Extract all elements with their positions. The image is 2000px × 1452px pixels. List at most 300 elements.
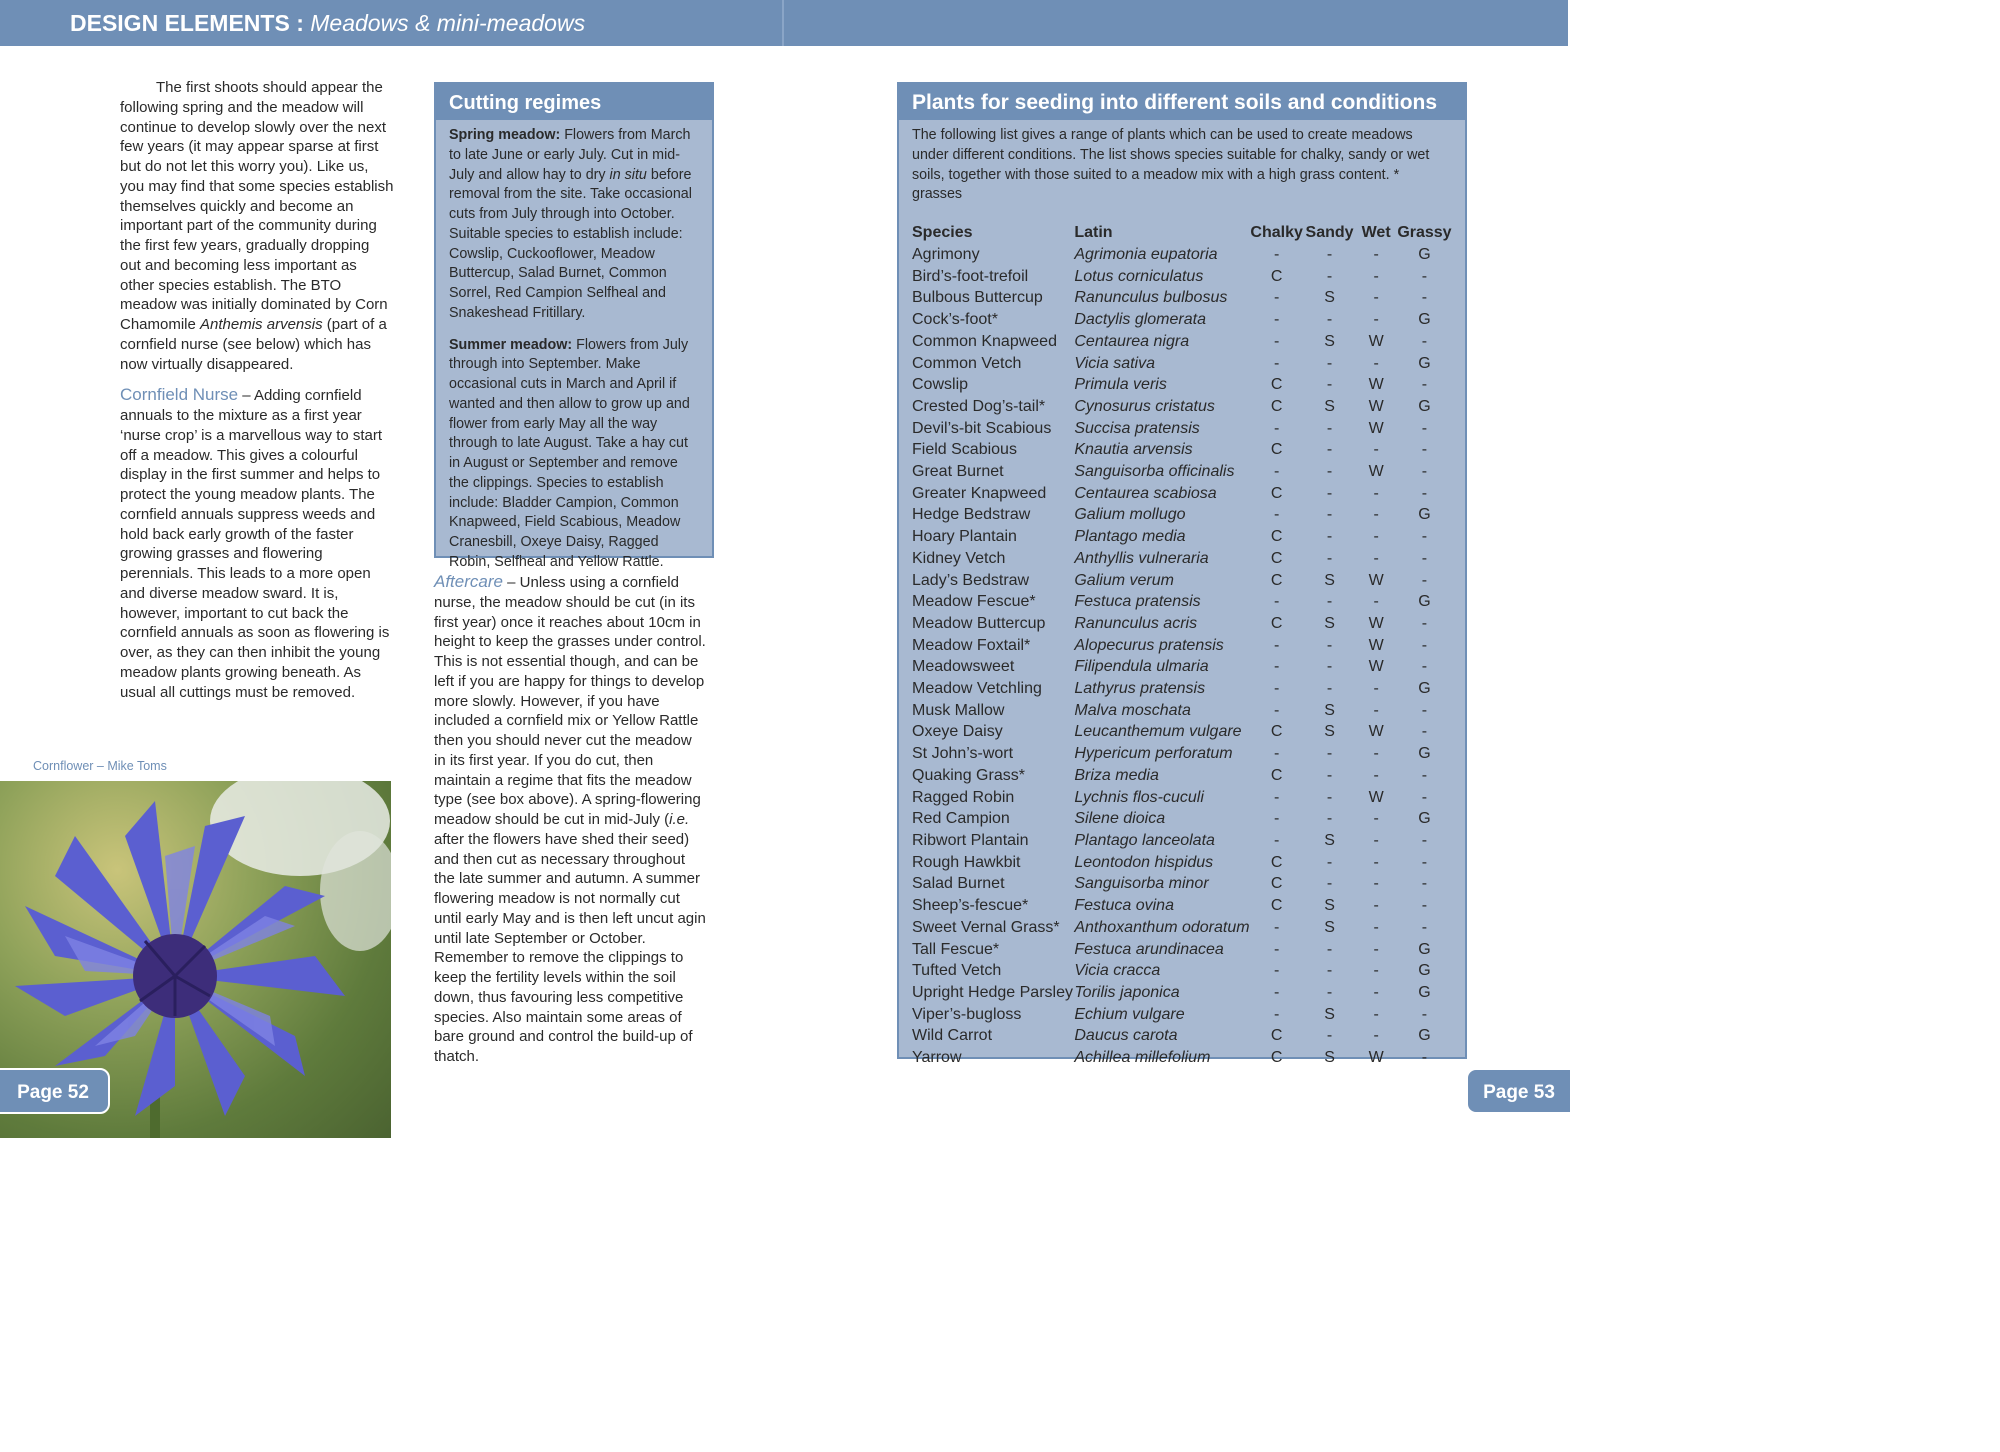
grassy-value: - [1421,571,1428,589]
wet-value: W [1368,723,1384,741]
cornfield-nurse-heading: Cornfield Nurse [120,385,239,405]
latin-name: Anthoxanthum odoratum [1074,918,1250,936]
table-row [912,1047,1452,1069]
page-number-left: Page 52 [0,1068,110,1114]
chalky-value: C [1270,528,1283,546]
latin-name: Festuca ovina [1074,897,1174,915]
chalky-value: - [1273,680,1280,698]
chalky-value: - [1273,810,1280,828]
latin-name: Festuca pratensis [1074,593,1201,611]
wet-value: W [1368,419,1384,437]
grassy-value: - [1421,875,1428,893]
grassy-value: - [1421,289,1428,307]
grassy-value: - [1421,701,1428,719]
wet-value: - [1373,831,1379,849]
table-row [912,982,1452,1004]
plants-table-body [912,244,1452,1069]
chalky-value: C [1270,897,1283,915]
sandy-value: - [1326,788,1333,806]
grassy-value: - [1421,376,1428,394]
chalky-value: - [1273,940,1280,958]
latin-name: Lychnis flos-cuculi [1074,788,1204,806]
intro-paragraph [120,78,394,374]
table-row [912,1025,1452,1047]
table-row [912,244,1452,266]
table-row [912,504,1452,526]
chalky-value: - [1273,463,1280,481]
latin-name: Succisa pratensis [1074,419,1200,437]
latin-name: Daucus carota [1074,1027,1178,1045]
species-name: Red Campion [912,810,1010,828]
grassy-value: - [1421,766,1428,784]
table-row [912,483,1452,505]
species-name: Bulbous Buttercup [912,289,1043,307]
species-name: Bird’s-foot-trefoil [912,267,1029,285]
grassy-value: - [1421,614,1428,632]
wet-value: W [1368,658,1384,676]
table-row [912,873,1452,895]
latin-name: Sanguisorba officinalis [1074,463,1235,481]
species-name: Yarrow [912,1049,962,1067]
sandy-value: S [1324,831,1335,849]
sandy-value: - [1326,549,1333,567]
sandy-value: - [1326,506,1333,524]
latin-name: Lathyrus pratensis [1074,680,1206,698]
species-name: Common Vetch [912,354,1022,372]
table-row [912,852,1452,874]
wet-value: W [1368,614,1384,632]
chalky-value: C [1270,723,1283,741]
chalky-value: C [1270,549,1283,567]
species-name: Upright Hedge Parsley [912,983,1073,1001]
latin-name: Hypericum perforatum [1074,745,1233,763]
plants-box-body [899,120,1465,1069]
sandy-value: - [1326,853,1333,871]
chalky-value: C [1270,614,1283,632]
sandy-value: - [1326,658,1333,676]
photo-caption: Cornflower – Mike Toms [33,759,167,773]
chalky-value: - [1273,1005,1280,1023]
grassy-value: - [1421,528,1428,546]
sandy-value: - [1326,441,1333,459]
latin-name: Primula veris [1074,376,1167,394]
chalky-value: - [1273,419,1280,437]
sandy-value: - [1326,267,1333,285]
sandy-value: - [1326,810,1333,828]
intro-text-b: (part of a cornfield nurse (see below) which has now virtually disappeared. [120,316,387,373]
chalky-value: C [1270,441,1283,459]
wet-value: - [1373,680,1379,698]
wet-value: - [1373,940,1379,958]
intro-latin-name: Anthemis arvensis [200,316,323,333]
chalky-value: - [1273,332,1280,350]
aftercare-heading: Aftercare [434,572,503,591]
species-name: Cock’s-foot* [912,311,998,329]
grassy-value: - [1421,853,1428,871]
species-name: Hoary Plantain [912,528,1017,546]
grassy-value: G [1418,311,1431,329]
sandy-value: - [1326,484,1333,502]
grassy-value: G [1418,983,1431,1001]
wet-value: W [1368,397,1384,415]
sandy-value: - [1326,940,1333,958]
latin-name: Alopecurus pratensis [1074,636,1224,654]
species-name: Devil’s-bit Scabious [912,419,1052,437]
species-name: Salad Burnet [912,875,1005,893]
grassy-value: - [1421,1049,1428,1067]
wet-value: W [1368,376,1384,394]
aftercare-paragraph [434,572,706,1067]
grassy-value: - [1421,441,1428,459]
latin-name: Anthyllis vulneraria [1074,549,1209,567]
summer-meadow-text: Flowers from July through into September. Make occasional cuts in March and April if wanted and then allow to grow up and flower from early May all the way through to late August. Take a hay cut in August or September and remove the clippings. Species to establish include: Bladder Campion, Common Knapweed, Field Scabious, Meadow Cranesbill, Oxeye Daisy, Ragged Robin, Selfheal and Yellow Rattle. [449,336,690,570]
sandy-value: - [1326,962,1333,980]
table-row [912,1004,1452,1026]
column-header-grassy: Grassy [1397,224,1452,241]
sandy-value: S [1324,614,1335,632]
table-row [912,830,1452,852]
plants-intro: The following list gives a range of plants which can be used to create meadows under different conditions. The list shows species suitable for chalky, sandy or wet soils, together with those suited to a meadow mix with a high grass content. * grasses [912,127,1430,203]
wet-value: W [1368,571,1384,589]
latin-name: Leontodon hispidus [1074,853,1214,871]
sandy-value: S [1324,397,1335,415]
species-name: Musk Mallow [912,701,1005,719]
grassy-value: - [1421,1005,1428,1023]
header-subtitle: Meadows & mini-meadows [310,10,586,36]
latin-name: Galium verum [1074,571,1174,589]
species-name: Quaking Grass* [912,766,1025,784]
latin-name: Leucanthemum vulgare [1074,723,1242,741]
column-header-latin: Latin [1074,224,1113,241]
wet-value: - [1373,506,1379,524]
wet-value: - [1373,311,1379,329]
chalky-value: - [1273,289,1280,307]
chalky-value: C [1270,397,1283,415]
grassy-value: G [1418,680,1431,698]
grassy-value: G [1418,810,1431,828]
plants-box-title: Plants for seeding into different soils and conditions [899,84,1465,120]
grassy-value: - [1421,897,1428,915]
summer-meadow-paragraph [449,336,699,573]
chalky-value: - [1273,593,1280,611]
wet-value: - [1373,853,1379,871]
grassy-value: - [1421,723,1428,741]
grassy-value: G [1418,506,1431,524]
latin-name: Centaurea scabiosa [1074,484,1217,502]
sandy-value: - [1326,745,1333,763]
table-row [912,613,1452,635]
wet-value: W [1368,788,1384,806]
sandy-value: - [1326,593,1333,611]
page-header-title [70,7,585,39]
chalky-value: C [1270,267,1283,285]
wet-value: - [1373,246,1379,263]
latin-name: Dactylis glomerata [1074,311,1206,329]
grassy-value: - [1421,332,1428,350]
table-row [912,570,1452,592]
latin-name: Cynosurus cristatus [1074,397,1215,415]
latin-name: Festuca arundinacea [1074,940,1224,958]
wet-value: - [1373,918,1379,936]
sandy-value: - [1326,419,1333,437]
sandy-value: - [1326,983,1333,1001]
latin-name: Ranunculus bulbosus [1074,289,1228,307]
wet-value: W [1368,332,1384,350]
species-name: Hedge Bedstraw [912,506,1031,524]
species-name: Common Knapweed [912,332,1057,350]
column-header-chalky: Chalky [1250,224,1303,241]
latin-name: Sanguisorba minor [1074,875,1209,893]
wet-value: - [1373,593,1379,611]
sandy-value: - [1326,680,1333,698]
grassy-value: - [1421,267,1428,285]
chalky-value: - [1273,918,1280,936]
table-row [912,895,1452,917]
latin-name: Achillea millefolium [1074,1049,1211,1067]
chalky-value: - [1273,962,1280,980]
table-row [912,765,1452,787]
latin-name: Filipendula ulmaria [1074,658,1209,676]
spring-meadow-text-b: before removal from the site. Take occasional cuts from July through into October. Suitable species to establish include: Cowslip, Cuckooflower, Meadow Buttercup, Salad Burnet, Common Sorrel, Red Campion Selfheal and Snakeshead Fritillary. [449,166,692,321]
chalky-value: - [1273,788,1280,806]
wet-value: - [1373,549,1379,567]
chalky-value: C [1270,875,1283,893]
species-name: Tall Fescue* [912,940,1000,958]
chalky-value: - [1273,506,1280,524]
table-row [912,396,1452,418]
species-name: Greater Knapweed [912,484,1047,502]
plants-table-box [897,82,1467,1067]
grassy-value: - [1421,549,1428,567]
chalky-value: - [1273,636,1280,654]
table-row [912,960,1452,982]
chalky-value: C [1270,484,1283,502]
chalky-value: - [1273,246,1280,263]
sandy-value: S [1324,289,1335,307]
latin-name: Vicia sativa [1074,354,1155,372]
chalky-value: C [1270,376,1283,394]
column-header-species: Species [912,224,973,241]
grassy-value: - [1421,788,1428,806]
table-row [912,721,1452,743]
wet-value: - [1373,745,1379,763]
chalky-value: - [1273,311,1280,329]
grassy-value: G [1418,593,1431,611]
table-row [912,787,1452,809]
sandy-value: - [1326,311,1333,329]
chalky-value: - [1273,701,1280,719]
grassy-value: G [1418,1027,1431,1045]
header-section: DESIGN ELEMENTS : [70,10,304,36]
latin-name: Centaurea nigra [1074,332,1190,350]
wet-value: - [1373,267,1379,285]
sandy-value: S [1324,723,1335,741]
table-row [912,700,1452,722]
wet-value: - [1373,1027,1379,1045]
species-name: Meadow Vetchling [912,680,1042,698]
sandy-value: - [1326,1027,1333,1045]
wet-value: - [1373,528,1379,546]
wet-value: - [1373,441,1379,459]
wet-value: - [1373,766,1379,784]
wet-value: - [1373,484,1379,502]
intro-text-a: The first shoots should appear the following spring and the meadow will continue to develop slowly over the next few years (it may appear sparse at first but do not let this worry you). Like us, you may find that some species establish themselves quickly and become an important part of the community during the first few years, gradually dropping out and becoming less important as other species establish. The BTO meadow was initially dominated by Corn Chamomile [120,79,394,333]
spring-meadow-label: Spring meadow: [449,127,561,143]
wet-value: - [1373,289,1379,307]
column-header-sandy: Sandy [1305,224,1354,241]
grassy-value: G [1418,940,1431,958]
species-name: Rough Hawkbit [912,853,1021,871]
species-name: Cowslip [912,376,969,394]
table-row [912,266,1452,288]
chalky-value: C [1270,766,1283,784]
wet-value: - [1373,354,1379,372]
grassy-value: - [1421,484,1428,502]
aftercare-text-a: – Unless using a cornfield nurse, the meadow should be cut (in its first year) once it reaches about 10cm in height to keep the grasses under control. This is not essential though, and can be left if you are happy for things to develop more slowly. However, if you have included a cornfield mix or Yellow Rattle then you should never cut the meadow in its first year. If you do cut, then maintain a regime that fits the meadow type (see box above). A spring-flowering meadow should be cut in mid-July ( [434,574,706,828]
species-name: Field Scabious [912,441,1017,459]
latin-name: Galium mollugo [1074,506,1186,524]
plants-table-header [912,222,1452,244]
table-row [912,353,1452,375]
sandy-value: - [1326,376,1333,394]
latin-name: Knautia arvensis [1074,441,1193,459]
table-row [912,548,1452,570]
sandy-value: S [1324,701,1335,719]
species-name: Tufted Vetch [912,962,1002,980]
wet-value: W [1368,1049,1384,1067]
species-name: Meadow Buttercup [912,614,1046,632]
sandy-value: S [1324,332,1335,350]
latin-name: Silene dioica [1074,810,1166,828]
latin-name: Torilis japonica [1074,983,1180,1001]
species-name: Meadowsweet [912,658,1015,676]
grassy-value: - [1421,658,1428,676]
grassy-value: G [1418,745,1431,763]
latin-name: Vicia cracca [1074,962,1161,980]
table-row [912,656,1452,678]
chalky-value: - [1273,983,1280,1001]
grassy-value: - [1421,463,1428,481]
species-name: Oxeye Daisy [912,723,1003,741]
aftercare-ie: i.e. [669,811,690,828]
table-row [912,939,1452,961]
chalky-value: - [1273,658,1280,676]
wet-value: - [1373,897,1379,915]
latin-name: Echium vulgare [1074,1005,1185,1023]
species-name: Ribwort Plantain [912,831,1029,849]
latin-name: Malva moschata [1074,701,1191,719]
species-name: Ragged Robin [912,788,1015,806]
chalky-value: C [1270,1049,1283,1067]
left-text-column [120,78,394,702]
wet-value: - [1373,962,1379,980]
spring-meadow-italic: in situ [609,166,647,183]
table-row [912,418,1452,440]
wet-value: - [1373,875,1379,893]
table-row [912,526,1452,548]
sandy-value: - [1326,246,1333,263]
aftercare-text-b: after the flowers have shed their seed) and then cut as necessary throughout the late summer and autumn. A summer flowering meadow is not normally cut until early May and is then left uncut agin until late September or October. Remember to remove the clippings to keep the fertility levels within the soil down, thus favouring less competitive species. Also maintain some areas of bare ground and control the build-up of thatch. [434,830,706,1065]
grassy-value: - [1421,636,1428,654]
latin-name: Lotus corniculatus [1074,267,1204,285]
cornfield-nurse-text: – Adding cornfield annuals to the mixture as a first year ‘nurse crop’ is a marvellous way to start off a meadow. This gives a colourful display in the first summer and helps to protect the young meadow plants. The cornfield annuals suppress weeds and hold back early growth of the faster growing grasses and flowering perennials. This leads to a more open and diverse meadow sward. It is, however, important to cut back the cornfield annuals as soon as flowering is over, as they can then inhibit the young meadow plants growing beneath. As usual all cuttings must be removed. [120,387,390,701]
table-row [912,808,1452,830]
grassy-value: G [1418,246,1431,263]
chalky-value: C [1270,853,1283,871]
chalky-value: C [1270,1027,1283,1045]
sandy-value: - [1326,528,1333,546]
sandy-value: S [1324,571,1335,589]
cutting-regimes-title: Cutting regimes [436,84,712,120]
chalky-value: - [1273,831,1280,849]
table-row [912,743,1452,765]
table-row [912,287,1452,309]
aftercare-column [434,572,706,1067]
latin-name: Briza media [1074,766,1159,784]
wet-value: W [1368,463,1384,481]
header-spread-divider [782,0,784,46]
grassy-value: G [1418,397,1431,415]
latin-name: Plantago media [1074,528,1186,546]
species-name: Lady’s Bedstraw [912,571,1030,589]
species-name: Sheep’s-fescue* [912,897,1029,915]
grassy-value: G [1418,354,1431,372]
sandy-value: S [1324,1049,1335,1067]
species-name: St John’s-wort [912,745,1014,763]
cutting-regimes-box [434,82,714,570]
species-name: Agrimony [912,246,980,263]
sandy-value: - [1326,766,1333,784]
table-row [912,635,1452,657]
table-row [912,309,1452,331]
table-row [912,917,1452,939]
species-name: Sweet Vernal Grass* [912,918,1060,936]
chalky-value: - [1273,354,1280,372]
latin-name: Plantago lanceolata [1074,831,1215,849]
grassy-value: G [1418,962,1431,980]
wet-value: - [1373,810,1379,828]
table-row [912,439,1452,461]
page-number-right: Page 53 [1466,1068,1572,1114]
wet-value: - [1373,1005,1379,1023]
sandy-value: - [1326,875,1333,893]
chalky-value: - [1273,745,1280,763]
wet-value: - [1373,983,1379,1001]
grassy-value: - [1421,918,1428,936]
species-name: Viper’s-bugloss [912,1005,1022,1023]
cornfield-nurse-paragraph [120,385,394,702]
wet-value: - [1373,701,1379,719]
sandy-value: S [1324,897,1335,915]
wet-value: W [1368,636,1384,654]
species-name: Crested Dog’s-tail* [912,397,1046,415]
grassy-value: - [1421,831,1428,849]
sandy-value: - [1326,463,1333,481]
plants-table [912,222,1452,1069]
species-name: Kidney Vetch [912,549,1006,567]
sandy-value: S [1324,918,1335,936]
chalky-value: C [1270,571,1283,589]
table-row [912,591,1452,613]
table-row [912,374,1452,396]
sandy-value: S [1324,1005,1335,1023]
species-name: Wild Carrot [912,1027,993,1045]
column-header-wet: Wet [1361,224,1391,241]
sandy-value: - [1326,636,1333,654]
species-name: Great Burnet [912,463,1004,481]
cutting-regimes-body [436,120,712,573]
table-row [912,678,1452,700]
